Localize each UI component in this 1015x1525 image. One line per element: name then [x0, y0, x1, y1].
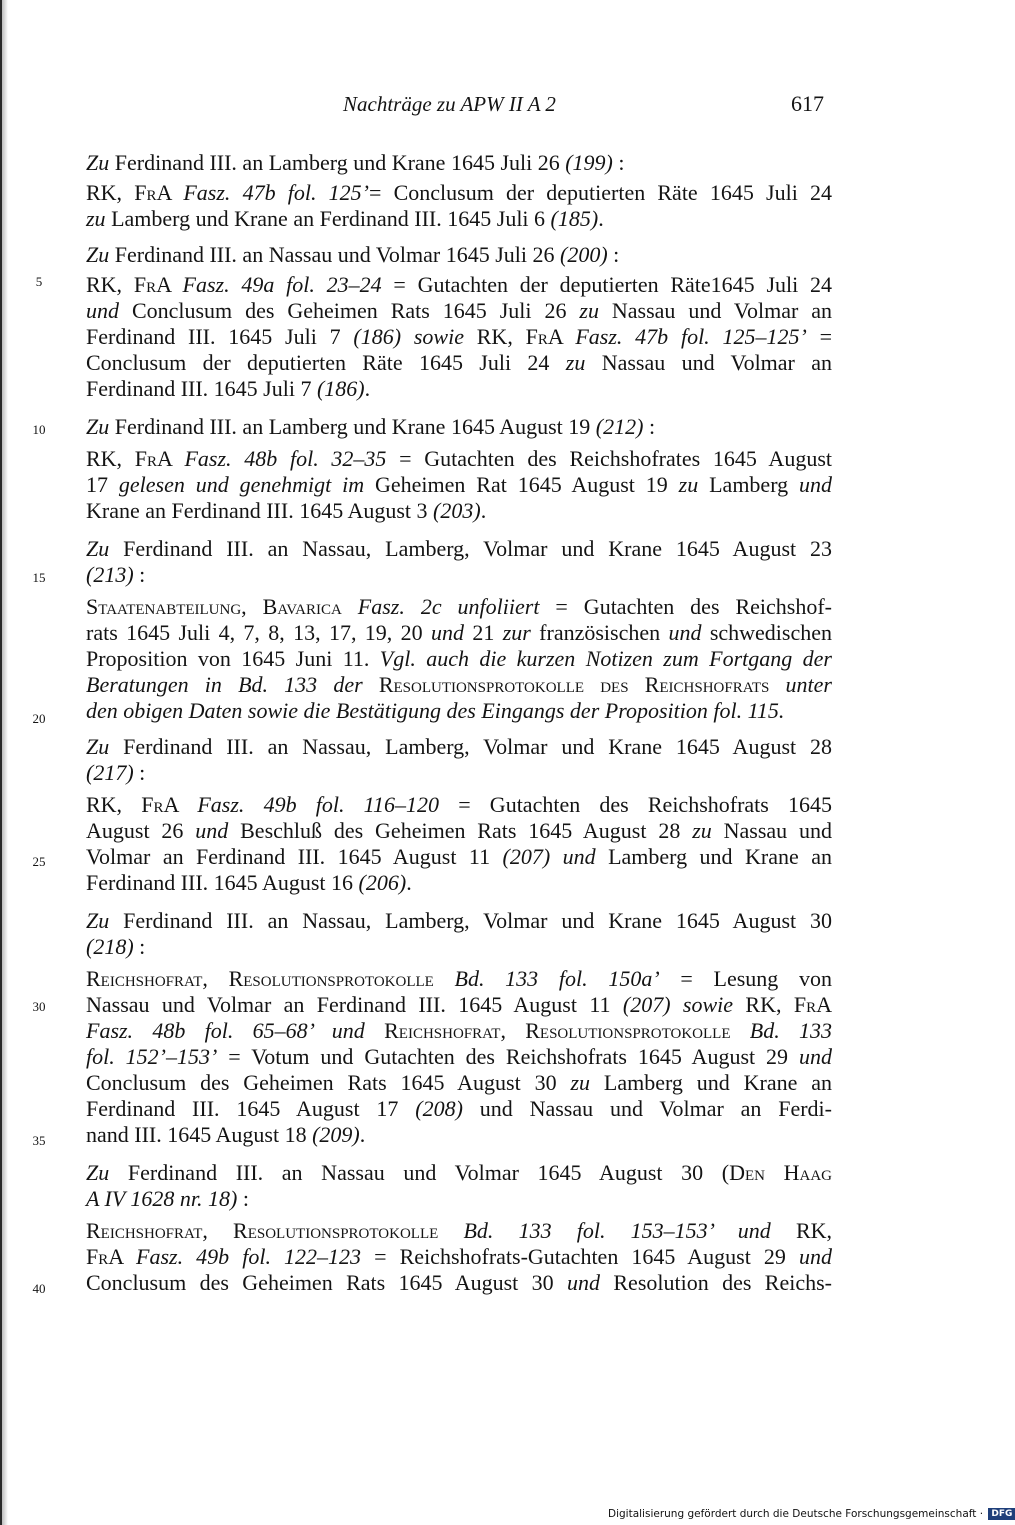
text-line: August 26 und Beschluß des Geheimen Rats 1645 August 28 zu Nassau und — [86, 818, 832, 843]
text-line: Zu Ferdinand III. an Nassau, Lamberg, Volmar und Krane 1645 August 28 — [86, 734, 832, 759]
text-line: Conclusum des Geheimen Rats 1645 August 30 zu Lamberg und Krane an — [86, 1070, 832, 1095]
text-line: Proposition von 1645 Juni 11. Vgl. auch die kurzen Notizen zum Fortgang der — [86, 646, 832, 671]
line-number: 10 — [32, 422, 46, 437]
text-line: RK, FrA Fasz. 49a fol. 23–24 = Gutachten der deputierten Räte1645 Juli 24 — [86, 272, 833, 297]
text-line: RK, FrA Fasz. 49b fol. 116–120 = Gutachten des Reichshofrats 1645 — [86, 792, 833, 817]
text-line: Zu Ferdinand III. an Nassau und Volmar 1645 Juli 26 (200) : — [86, 242, 620, 267]
line-number: 25 — [32, 854, 46, 869]
text-line: A IV 1628 nr. 18) : — [86, 1186, 249, 1211]
running-head — [0, 92, 1000, 122]
text-line: den obigen Daten sowie die Bestätigung des Eingangs der Proposition fol. 115. — [86, 698, 785, 723]
gutter-shadow — [2, 0, 8, 1525]
text-line: Zu Ferdinand III. an Nassau, Lamberg, Volmar und Krane 1645 August 30 — [86, 908, 832, 933]
text-line: Nassau und Volmar an Ferdinand III. 1645 August 11 (207) sowie RK, FrA — [86, 992, 833, 1017]
text-line: FrA Fasz. 49b fol. 122–123 = Reichshofrats-Gutachten 1645 August 29 und — [86, 1244, 832, 1269]
text-line: Fasz. 48b fol. 65–68’ und Reichshofrat, Resolutionsprotokolle Bd. 133 — [86, 1018, 833, 1043]
text-line: Reichshofrat, Resolutionsprotokolle Bd. 133 fol. 150a’ = Lesung von — [86, 966, 832, 991]
text-line: Volmar an Ferdinand III. 1645 August 11 (207) und Lamberg und Krane an — [86, 844, 832, 869]
text-line: Krane an Ferdinand III. 1645 August 3 (203). — [86, 498, 487, 523]
text-line: Ferdinand III. 1645 August 16 (206). — [86, 870, 412, 895]
text-line: Reichshofrat, Resolutionsprotokolle Bd. 133 fol. 153–153’ und RK, — [86, 1218, 833, 1243]
credit-text: Digitalisierung gefördert durch die Deutsche Forschungsgemeinschaft · — [608, 1508, 984, 1520]
text-line: Zu Ferdinand III. an Lamberg und Krane 1645 August 19 (212) : — [86, 414, 656, 439]
line-number: 15 — [32, 570, 46, 585]
text-line: Staatenabteilung, Bavarica Fasz. 2c unfoliiert = Gutachten des Reichshof- — [86, 594, 833, 619]
dfg-logo: DFG — [988, 1508, 1015, 1520]
text-line: Beratungen in Bd. 133 der Resolutionsprotokolle des Reichshofrats unter — [86, 672, 832, 697]
line-number: 20 — [32, 711, 46, 726]
text-line: RK, FrA Fasz. 47b fol. 125’= Conclusum der deputierten Räte 1645 Juli 24 — [86, 180, 833, 205]
line-number: 30 — [32, 999, 46, 1014]
running-head-title: Nachträge zu APW II A 2 — [343, 92, 556, 116]
text-line: (217) : — [86, 760, 146, 785]
text-line: Conclusum der deputierten Räte 1645 Juli 24 zu Nassau und Volmar an — [86, 350, 832, 375]
text-line: (218) : — [86, 934, 146, 959]
text-line: Conclusum des Geheimen Rats 1645 August 30 und Resolution des Reichs- — [86, 1270, 832, 1295]
text-line: Ferdinand III. 1645 Juli 7 (186). — [86, 376, 371, 401]
line-number: 5 — [35, 274, 43, 289]
text-line: Zu Ferdinand III. an Nassau und Volmar 1645 August 30 (Den Haag — [86, 1160, 832, 1185]
text-line: Ferdinand III. 1645 Juli 7 (186) sowie RK, FrA Fasz. 47b fol. 125–125’ = — [86, 324, 833, 349]
text-line: 17 gelesen und genehmigt im Geheimen Rat 1645 August 19 zu Lamberg und — [86, 472, 832, 497]
text-line: Ferdinand III. 1645 August 17 (208) und Nassau und Volmar an Ferdi- — [86, 1096, 832, 1121]
text-line: rats 1645 Juli 4, 7, 8, 13, 17, 19, 20 und 21 zur französischen und schwedischen — [86, 620, 832, 645]
line-number: 40 — [32, 1281, 46, 1296]
page-number: 617 — [791, 91, 824, 116]
text-line: Zu Ferdinand III. an Lamberg und Krane 1645 Juli 26 (199) : — [86, 150, 625, 175]
text-line: Zu Ferdinand III. an Nassau, Lamberg, Volmar und Krane 1645 August 23 — [86, 536, 832, 561]
text-line: zu Lamberg und Krane an Ferdinand III. 1645 Juli 6 (185). — [86, 206, 604, 231]
digitization-credit — [608, 1508, 1015, 1520]
text-line: RK, FrA Fasz. 48b fol. 32–35 = Gutachten des Reichshofrates 1645 August — [86, 446, 832, 471]
text-line: und Conclusum des Geheimen Rats 1645 Juli 26 zu Nassau und Volmar an — [86, 298, 832, 323]
line-number: 35 — [32, 1133, 46, 1148]
text-line: fol. 152’–153’ = Votum und Gutachten des Reichshofrats 1645 August 29 und — [86, 1044, 832, 1069]
text-line: nand III. 1645 August 18 (209). — [86, 1122, 366, 1147]
text-line: (213) : — [86, 562, 146, 587]
